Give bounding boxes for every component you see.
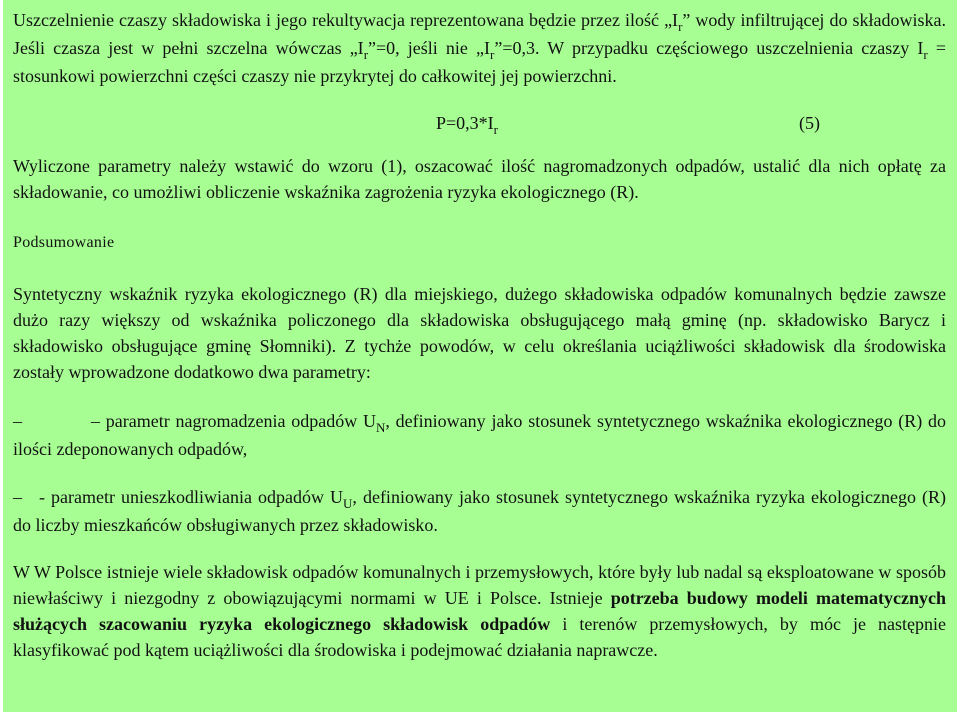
bold-text: potrzeba budowy modeli matematycznych służących szacowaniu ryzyka ekologicznego składowisk odpadów bbox=[13, 588, 947, 634]
bullet-dash: – bbox=[13, 487, 22, 507]
text: , definiowany jako stosunek syntetycznego wskaźnika ekologicznego (R) do ilości zdeponowanych odpadów, bbox=[13, 411, 946, 459]
document-page bbox=[3, 0, 957, 712]
bullet-dash: – bbox=[13, 411, 22, 431]
text: ”=0, jeśli nie „I bbox=[368, 38, 490, 58]
paragraph-parameters: Wyliczone parametry należy wstawić do wzoru (1), oszacować ilość nagromadzonych odpadów, ustalić dla nich opłatę za składowanie, co umożliwi obliczenie wskaźnika zagrożenia ryzyka ekologicznego (R). bbox=[13, 156, 946, 202]
bullet-neutralisation bbox=[13, 484, 946, 538]
subscript: N bbox=[376, 420, 386, 435]
formula-text: P=0,3*I bbox=[436, 113, 494, 133]
subscript: r bbox=[678, 19, 683, 34]
formula-subscript: r bbox=[493, 122, 498, 137]
text: ” wody infiltrującej do składowiska. Jeśli czasza jest w pełni szczelna wówczas „I bbox=[13, 10, 946, 58]
text: W W Polsce istnieje wiele składowisk odpadów komunalnych i przemysłowych, które były lub nadal są eksploatowane w sposób niewłaściwy i niezgodny z obowiązującymi normami w UE i Polsce. Istnieje bbox=[13, 562, 946, 608]
paragraph-intro bbox=[13, 7, 946, 89]
paragraph-summary: Syntetyczny wskaźnik ryzyka ekologicznego (R) dla miejskiego, dużego składowiska odpadów komunalnych będzie zawsze dużo razy większy od wskaźnika policzonego dla składowiska obsługującego małą gminę (np. składowisko Barycz i składowisko obsługujące gminę Słomniki). Z tychże powodów, w celu określania uciążliwości składowisk dla środowiska zostały wprowadzone dodatkowo dwa parametry: bbox=[13, 284, 946, 382]
text: Uszczelnienie czaszy składowiska i jego rekultywacja reprezentowana będzie przez ilość „I bbox=[13, 10, 679, 30]
subscript: U bbox=[343, 496, 353, 511]
formula-5 bbox=[436, 113, 498, 137]
formula-number: (5) bbox=[799, 113, 820, 133]
text: = stosunkowi powierzchni części czaszy nie przykrytej do całkowitej jej powierzchni. bbox=[13, 38, 946, 86]
text: - parametr unieszkodliwiania odpadów U bbox=[39, 487, 344, 507]
subscript: r bbox=[363, 47, 369, 62]
text: – parametr nagromadzenia odpadów U bbox=[91, 411, 377, 431]
subscript: r bbox=[490, 47, 495, 62]
subscript: r bbox=[923, 47, 928, 62]
text: ”=0,3. W przypadku częściowego uszczelnienia czaszy I bbox=[494, 38, 924, 58]
bullet-accumulation bbox=[13, 408, 946, 462]
text: , definiowany jako stosunek syntetycznego wskaźnika ryzyka ekologicznego (R) do liczby mieszkańców obsługiwanych przez składowisko. bbox=[13, 487, 946, 535]
section-heading: Podsumowanie bbox=[13, 234, 115, 251]
text: i terenów przemysłowych, by móc je następnie klasyfikować pod kątem uciążliwości dla środowiska i podejmować działania naprawcze. bbox=[13, 614, 946, 660]
paragraph-poland bbox=[13, 559, 946, 663]
